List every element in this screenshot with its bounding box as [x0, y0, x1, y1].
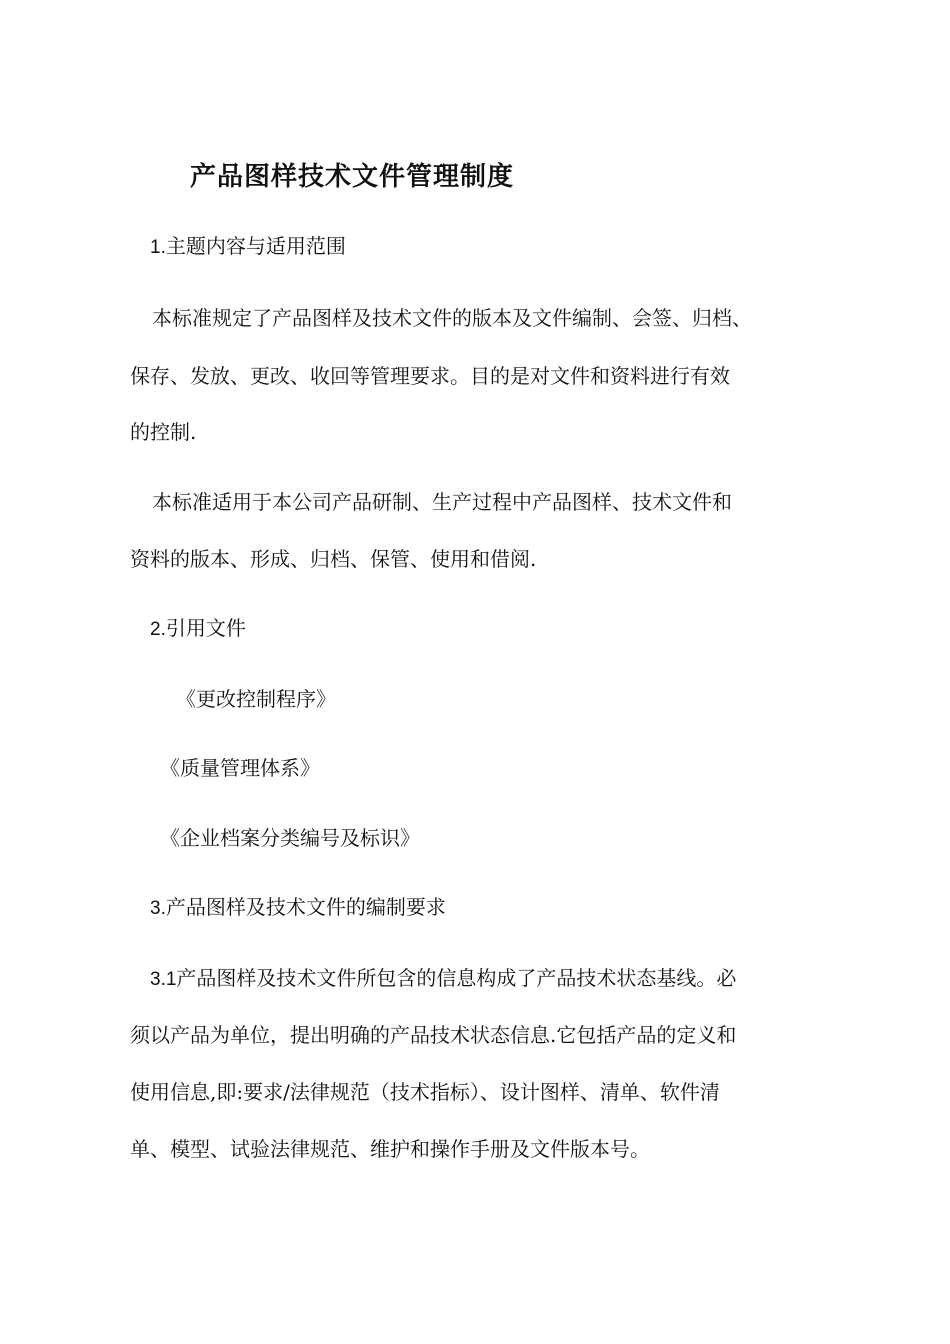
paragraph-1-line-1: 本标准规定了产品图样及技术文件的版本及文件编制、会签、归档、 [152, 306, 752, 330]
reference-1: 《更改控制程序》 [176, 687, 336, 711]
paragraph-2-line-2: 资料的版本、形成、归档、保管、使用和借阅. [130, 547, 537, 571]
paragraph-2-line-1: 本标准适用于本公司产品研制、生产过程中产品图样、技术文件和 [152, 490, 732, 514]
section-1-heading [150, 230, 850, 264]
paragraph-1-line-2: 保存、发放、更改、收回等管理要求。目的是对文件和资料进行有效 [130, 364, 730, 388]
paragraph-3-1-line-1-text: 产品图样及技术文件所包含的信息构成了产品技术状态基线。必 [176, 966, 737, 990]
section-2-heading [150, 612, 850, 646]
section-3-title: 产品图样及技术文件的编制要求 [165, 895, 446, 919]
paragraph-1-line-3: 的控制. [130, 420, 197, 444]
section-2-title: 引用文件 [165, 616, 246, 640]
reference-3: 《企业档案分类编号及标识》 [160, 826, 420, 850]
paragraph-3-1-line-1 [150, 962, 850, 996]
reference-2: 《质量管理体系》 [160, 756, 320, 780]
paragraph-3-1-line-4: 单、模型、试验法律规范、维护和操作手册及文件版本号。 [130, 1137, 650, 1161]
paragraph-3-1-line-3: 使用信息,即:要求/法律规范（技术指标）、设计图样、清单、软件清 [130, 1080, 720, 1104]
section-1-number: 1. [150, 237, 166, 258]
section-3-heading [150, 891, 850, 925]
document-title: 产品图样技术文件管理制度 [190, 162, 515, 192]
section-1-title: 主题内容与适用范围 [165, 234, 346, 258]
section-3-number: 3. [150, 898, 166, 919]
paragraph-3-1-line-2: 须以产品为单位，提出明确的产品技术状态信息.它包括产品的定义和 [130, 1023, 737, 1047]
section-2-number: 2. [150, 619, 166, 640]
subsection-3-1-number: 3.1 [150, 969, 177, 990]
